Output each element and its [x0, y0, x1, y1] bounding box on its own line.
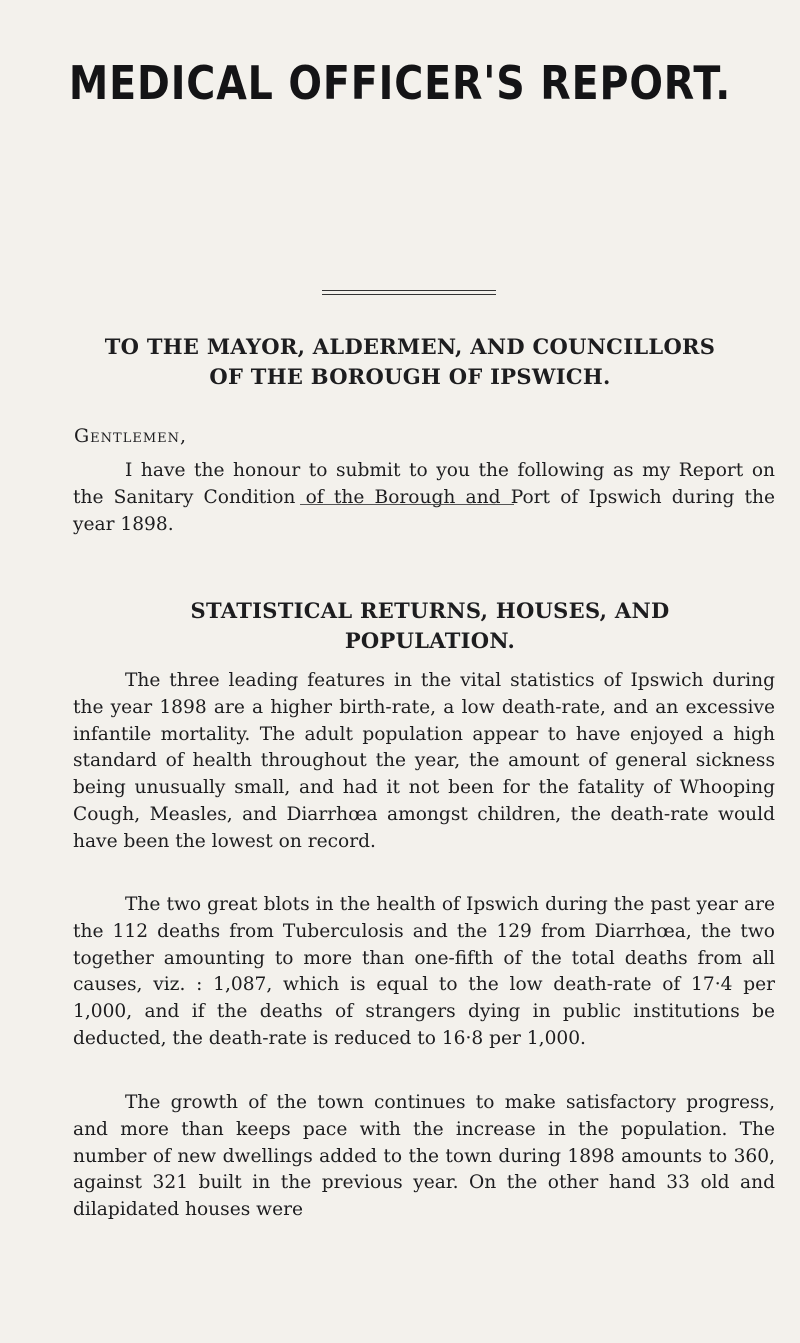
- addressee-block: [50, 332, 770, 392]
- section-heading-line-2: POPULATION.: [344, 628, 516, 653]
- body-paragraph: The two great blots in the health of Ipswich during the past year are the 112 deaths from Tuberculosis and the 129 from Diarrhœa, the two together amounting to more than one-fifth of the total deaths from all causes, viz. : 1,087, which is equal to the low death-rate of 17·4 per 1,000, and if the deaths of strangers dying in public institutions be deducted, the death-rate is reduced to 16·8 per 1,000.: [73, 894, 775, 1049]
- body-paragraph: The three leading features in the vital statistics of Ipswich during the year 1898 are a higher birth-rate, a low death-rate, and an excessive infantile mortality. The adult population appear to have enjoyed a high standard of health throughout the year, the amount of general sickness being unusually small, and had it not been for the fatality of Whooping Cough, Measles, and Diarrhœa amongst children, the death-rate would have been the lowest on record.: [73, 670, 775, 852]
- addressee-line-1: TO THE MAYOR, ALDERMEN, AND COUNCILLORS: [104, 334, 716, 359]
- body-paragraph: The growth of the town continues to make satisfactory progress, and more than keeps pace with the increase in the population. The number of new dwellings added to the town during 1898 amounts to 360, against 321 built in the previous year. On the other hand 33 old and dilapidated houses were: [73, 1092, 775, 1221]
- section-heading-line-1: STATISTICAL RETURNS, HOUSES, AND: [190, 598, 670, 623]
- report-title: MEDICAL OFFICER'S REPORT.: [68, 56, 732, 110]
- salutation: Gentlemen,: [74, 425, 188, 447]
- title-divider: [322, 290, 496, 295]
- section-heading: [100, 596, 760, 656]
- intro-paragraph: I have the honour to submit to you the following as my Report on the Sanitary Condition of the Borough and Port of Ipswich during the year 1898.: [73, 460, 775, 535]
- addressee-line-2: OF THE BOROUGH OF IPSWICH.: [209, 364, 611, 389]
- section-divider: [300, 504, 514, 505]
